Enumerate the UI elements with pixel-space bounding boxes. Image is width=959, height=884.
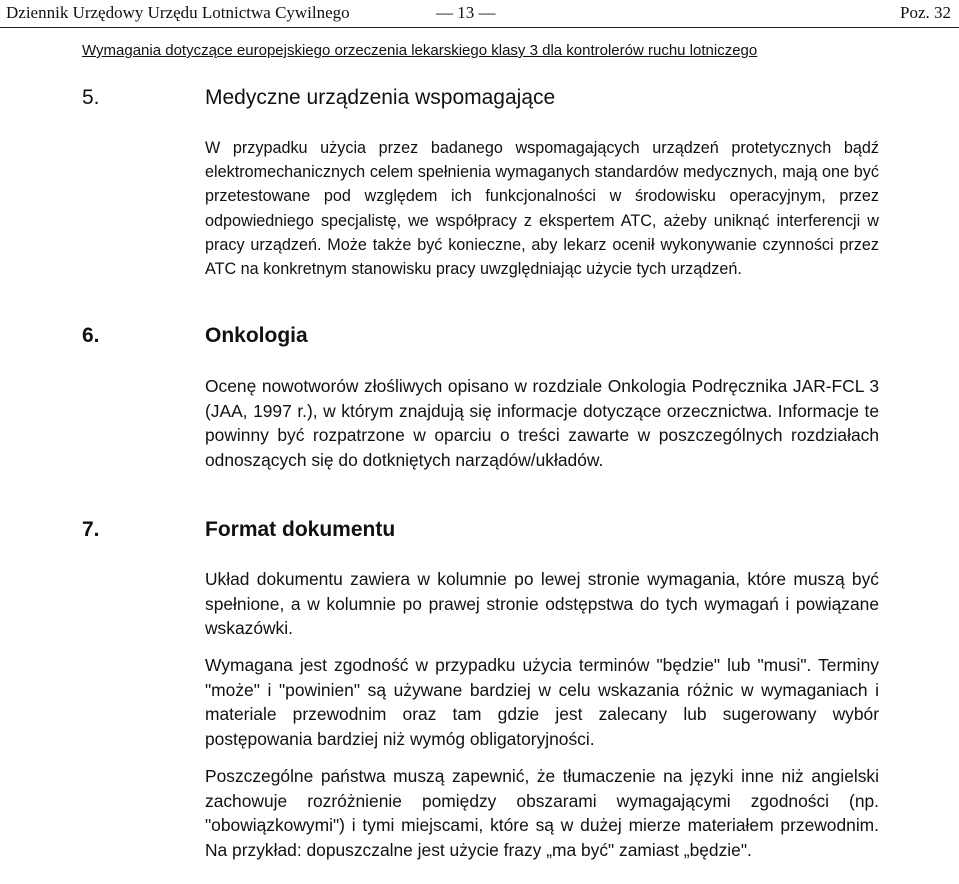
section-6-title: Onkologia xyxy=(205,324,308,347)
section-6-paragraph: Ocenę nowotworów złośliwych opisano w rozdziale Onkologia Podręcznika JAR-FCL 3 (JAA, 1997 r.), w którym znajdują się informacje dotyczące orzecznictwa. Informacje te powinny być rozpatrzone w oparciu o treści zawarte w poszczególnych rozdziałach odnoszących się do dotkniętych narządów/układów. xyxy=(205,376,879,470)
section-7-paragraph-3: Poszczególne państwa muszą zapewnić, że tłumaczenie na języki inne niż angielski zachowuje rozróżnienie pomiędzy obszarami wymagającymi zgodności (np. "obowiązkowymi") i tymi miejscami, które są w dużej mierze materiałem przewodnim. Na przykład: dopuszczalne jest użycie frazy „ma być" zamiast „będzie". xyxy=(205,766,879,860)
section-7-paragraph-2: Wymagana jest zgodność w przypadku użycia terminów "będzie" lub "musi". Terminy "może" i "powinien" są używane bardziej w celu wskazania różnic w wymaganiach i materiale przewodnim oraz tam gdzie jest zalecany lub sugerowany wybór postępowania bardziej niż wymóg obligatoryjności. xyxy=(205,655,879,749)
section-5-paragraph: W przypadku użycia przez badanego wspomagających urządzeń protetycznych bądź elektromechanicznych celem spełnienia wymaganych standardów medycznych, mają one być przetestowane pod względem ich funkcjonalności w środowisku operacyjnym, przez odpowiedniego specjalistę, we współpracy z ekspertem ATC, ażeby uniknąć interferencji w pracy urządzeń. Może także być konieczne, aby lekarz ocenił wykonywanie czynności przez ATC na konkretnym stanowisku pracy uwzględniając użycie tych urządzeń. xyxy=(205,139,879,279)
journal-title: Dziennik Urzędowy Urzędu Lotnictwa Cywilnego xyxy=(6,3,350,22)
section-5-number: 5. xyxy=(82,86,100,109)
section-5-title: Medyczne urządzenia wspomagające xyxy=(205,86,556,109)
section-7-paragraph-1: Układ dokumentu zawiera w kolumnie po lewej stronie wymagania, które muszą być spełnione, a w kolumnie po prawej stronie odstępstwa do tych wymagań i powiązane wskazówki. xyxy=(205,569,879,638)
header-rule xyxy=(0,27,959,28)
section-7-number: 7. xyxy=(82,518,100,541)
page-number: — 13 — xyxy=(436,3,496,22)
document-subtitle: Wymagania dotyczące europejskiego orzeczenia lekarskiego klasy 3 dla kontrolerów ruchu lotniczego xyxy=(82,42,758,59)
running-header xyxy=(0,0,959,27)
section-6-number: 6. xyxy=(82,324,100,347)
section-7-title: Format dokumentu xyxy=(205,518,396,541)
position-number: Poz. 32 xyxy=(900,3,951,22)
